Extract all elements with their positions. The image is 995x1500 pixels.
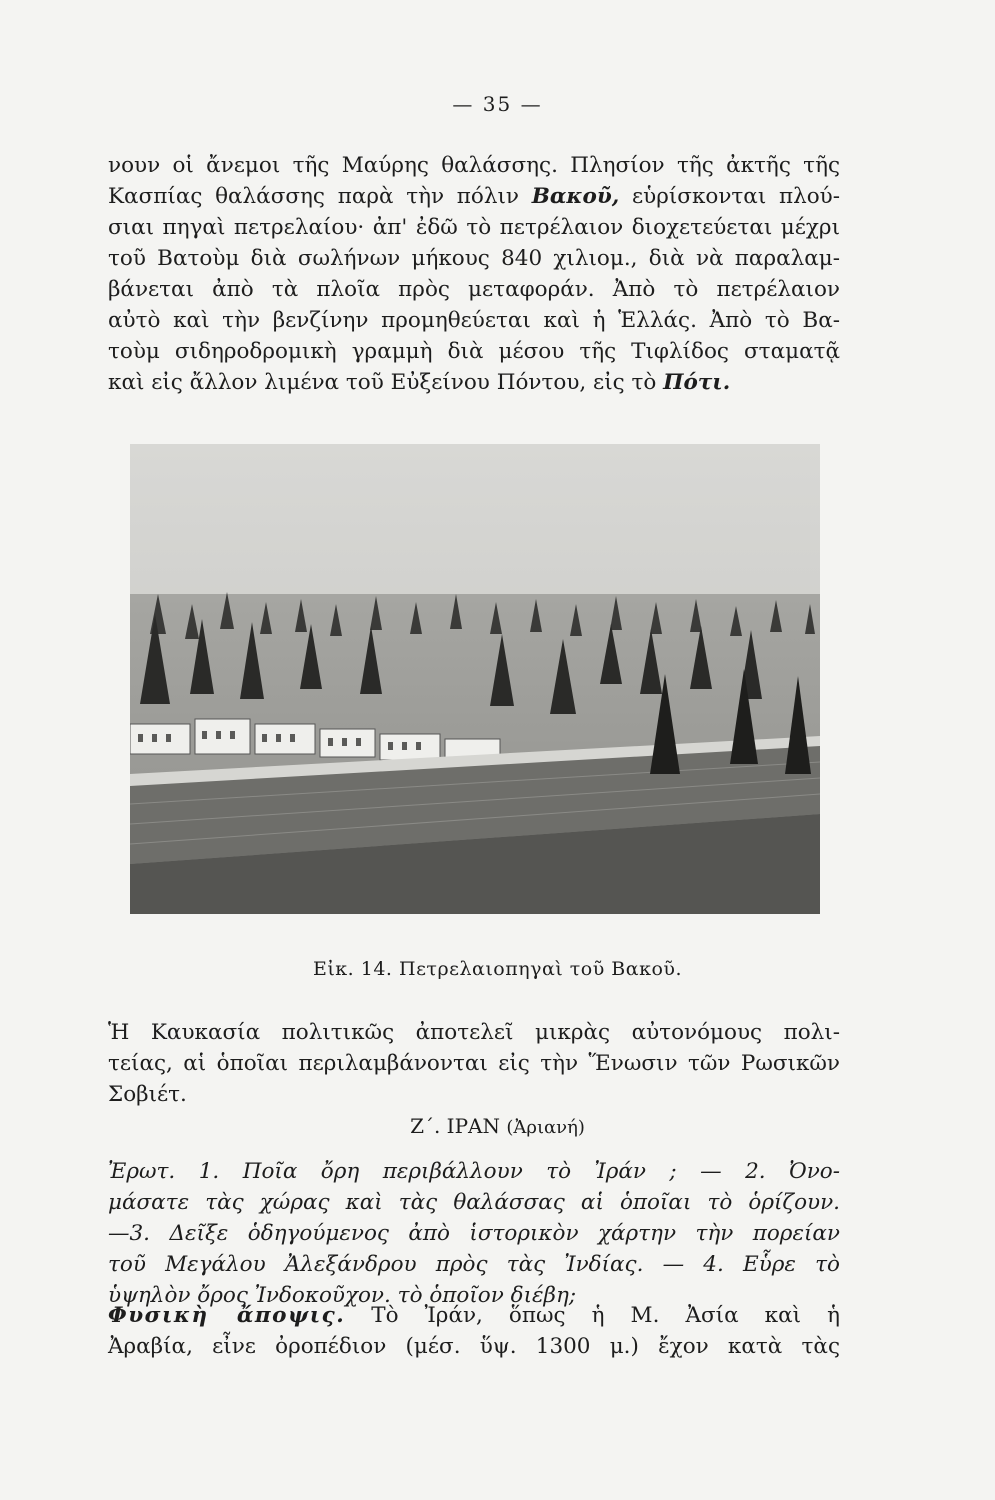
- text-line: σιαι πηγαὶ πετρελαίου· ἀπ' ἐδῶ τὸ πετρέλαιον διοχετεύεται μέχρι: [108, 215, 840, 240]
- question-line: ὑψηλὸν ὄρος Ἰνδοκοῦχον. τὸ ὁποῖον διέβη;: [108, 1283, 577, 1308]
- text-line: Ἀραβία, εἶνε ὀροπέδιον (μέσ. ὕψ. 1300 μ.) ἔχον κατὰ τὰς: [108, 1334, 840, 1359]
- text-span: Κασπίας θαλάσσης παρὰ τὴν πόλιν: [108, 184, 532, 209]
- text-line: [108, 1300, 840, 1331]
- page-number: — 35 —: [452, 92, 543, 116]
- section-title: Ζ΄. ΙΡΑΝ: [410, 1114, 500, 1138]
- questions-block: [108, 1156, 840, 1311]
- text-span: Τὸ Ἰράν, ὅπως ἡ Μ. Ἀσία καὶ ἡ: [345, 1303, 840, 1328]
- section-heading-iran: [0, 1114, 995, 1138]
- text-line: αὐτὸ καὶ τὴν βενζίνην προμηθεύεται καὶ ἡ Ἑλλάς. Ἀπὸ τὸ Βα-: [108, 308, 840, 333]
- text-line: τείας, αἱ ὁποῖαι περιλαμβάνονται εἰς τὴν Ἕνωσιν τῶν Ρωσικῶν: [108, 1051, 840, 1076]
- figure-caption: Εἰκ. 14. Πετρελαιοπηγαὶ τοῦ Βακοῦ.: [312, 958, 682, 980]
- text-span: εὑρίσκονται πλού-: [619, 184, 840, 209]
- emphasis-poti: Πότι.: [663, 370, 731, 395]
- text-line: τοῦ Βατοὺμ διὰ σωλήνων μήκους 840 χιλιομ., διὰ νὰ παραλαμ-: [108, 246, 840, 271]
- text-line: [108, 367, 840, 398]
- paragraph-physical: [108, 1300, 840, 1362]
- text-line: τοὺμ σιδηροδρομικὴ γραμμὴ διὰ μέσου τῆς Τιφλίδος σταματᾷ: [108, 339, 840, 364]
- subheading-physical: Φυσικὴ ἄποψις.: [108, 1303, 346, 1328]
- text-line: βάνεται ἀπὸ τὰ πλοῖα πρὸς μεταφοράν. Ἀπὸ τὸ πετρέλαιον: [108, 277, 840, 302]
- section-subtitle: (Ἀριανή): [506, 1117, 585, 1138]
- text-line: [108, 181, 840, 212]
- question-line: μάσατε τὰς χώρας καὶ τὰς θαλάσσας αἱ ὁποῖαι τὸ ὁρίζουν.: [108, 1190, 840, 1215]
- text-line: Σοβιέτ.: [108, 1082, 187, 1107]
- paragraph-caucasus: [108, 1017, 840, 1110]
- photo-illustration: [130, 444, 820, 914]
- text-line: Ἡ Καυκασία πολιτικῶς ἀποτελεῖ μικρὰς αὐτονόμους πολι-: [108, 1020, 840, 1045]
- question-line: Ἐρωτ. 1. Ποῖα ὄρη περιβάλλουν τὸ Ἰράν ; — 2. Ὀνο-: [108, 1159, 840, 1184]
- oil-fields-photo: [130, 444, 820, 914]
- question-line: —3. Δεῖξε ὁδηγούμενος ἀπὸ ἱστορικὸν χάρτην τὴν πορείαν: [108, 1221, 840, 1246]
- question-line: τοῦ Μεγάλου Ἀλεξάνδρου πρὸς τὰς Ἰνδίας. — 4. Εὗρε τὸ: [108, 1252, 840, 1277]
- emphasis-baku: Βακοῦ,: [531, 184, 620, 209]
- text-line: νουν οἱ ἄνεμοι τῆς Μαύρης θαλάσσης. Πλησίον τῆς ἀκτῆς τῆς: [108, 153, 840, 178]
- paragraph-baku-oil: [108, 150, 840, 398]
- text-span: καὶ εἰς ἄλλον λιμένα τοῦ Εὐξείνου Πόντου, εἰς τὸ: [108, 370, 664, 395]
